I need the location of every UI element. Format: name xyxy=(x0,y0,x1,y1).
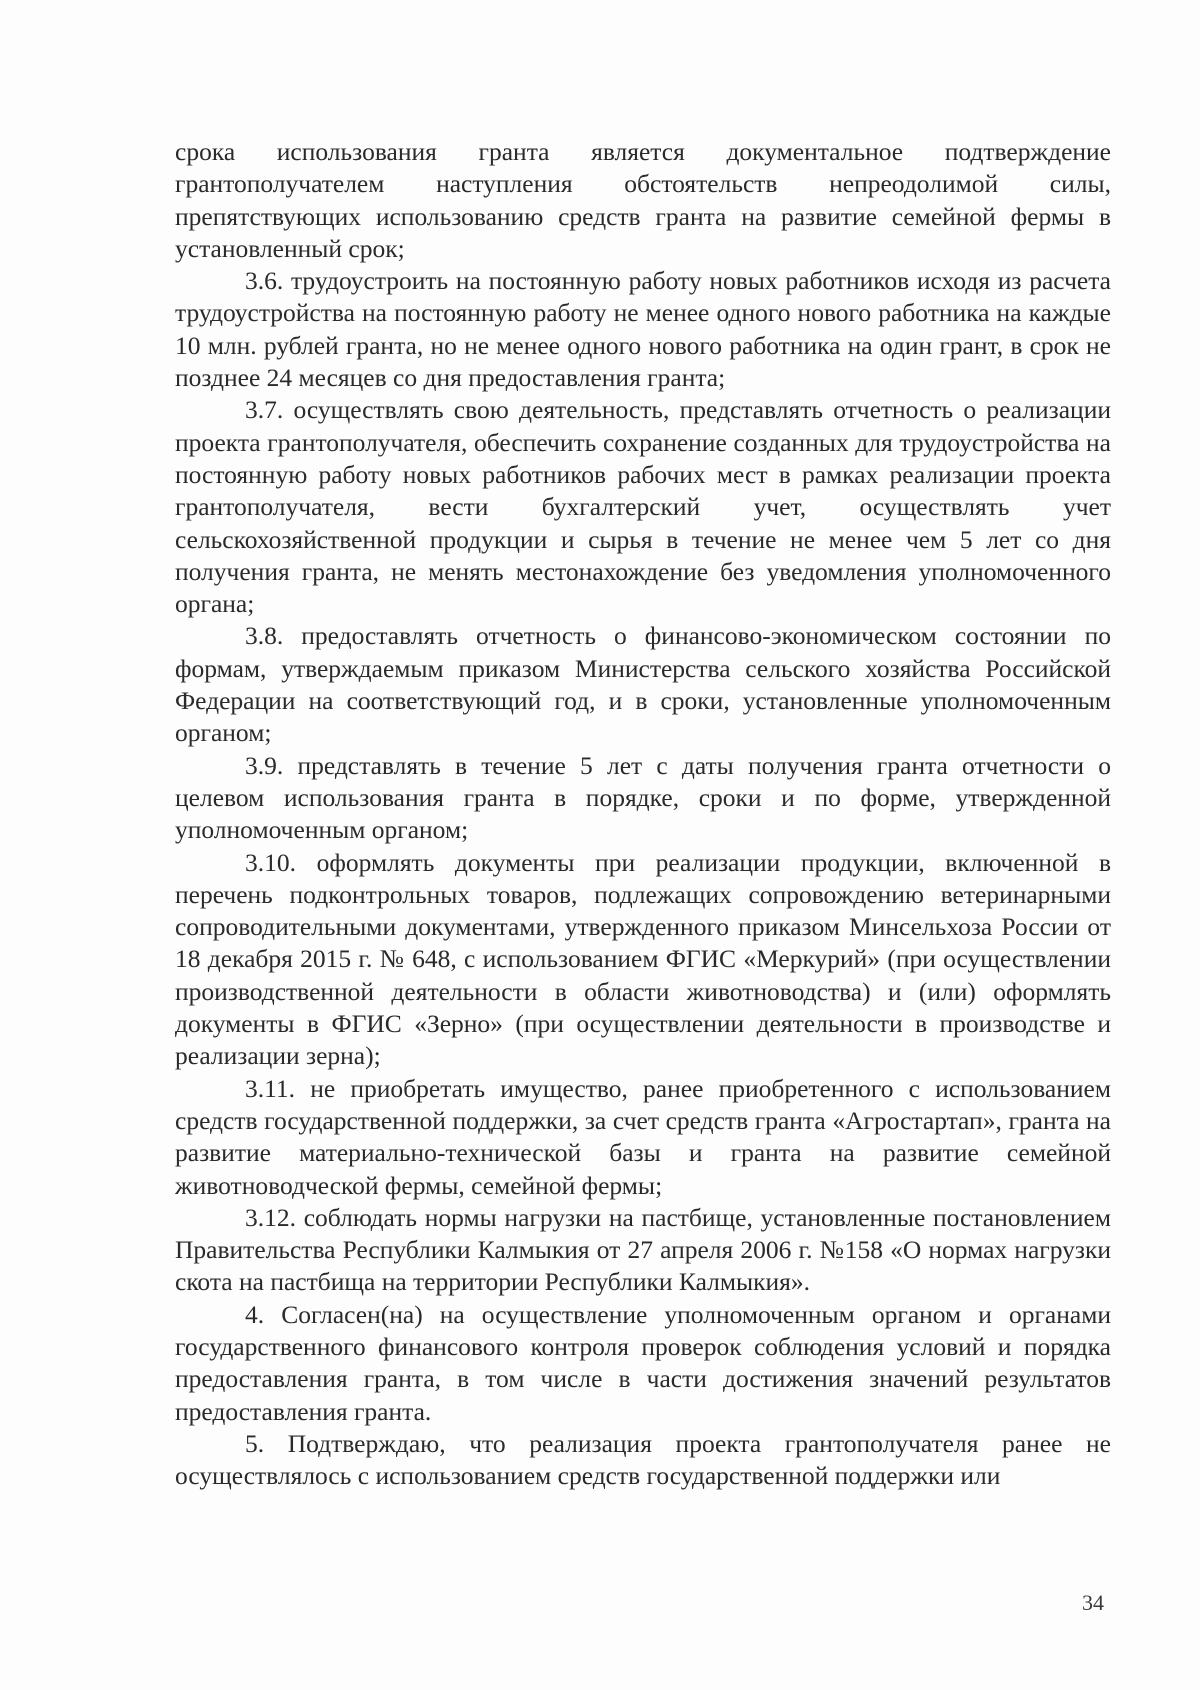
paragraph-3-6: 3.6. трудоустроить на постоянную работу новых работников исходя из расчета трудоустройства на постоянную работу не менее одного нового работника на каждые 10 млн. рублей гранта, но не менее одного нового работника на один грант, в срок не позднее 24 месяцев со дня предоставления гранта; xyxy=(175,266,1111,393)
document-body xyxy=(175,136,1111,1492)
paragraph-continuation: срока использования гранта является документальное подтверждение грантополучателем наступления обстоятельств непреодолимой силы, препятствующих использованию средств гранта на развитие семейной фермы в установленный срок; xyxy=(175,137,1111,263)
paragraph-3-9: 3.9. представлять в течение 5 лет с даты получения гранта отчетности о целевом использования гранта в порядке, сроки и по форме, утвержденной уполномоченным органом; xyxy=(175,750,1111,845)
paragraph-3-12: 3.12. соблюдать нормы нагрузки на пастбище, установленные постановлением Правительства Республики Калмыкия от 27 апреля 2006 г. №158 «О нормах нагрузки скота на пастбища на территории Республики Калмыкия». xyxy=(175,1202,1111,1297)
paragraph-3-7: 3.7. осуществлять свою деятельность, представлять отчетность о реализации проекта грантополучателя, обеспечить сохранение созданных для трудоустройства на постоянную работу новых работников рабочих мест в рамках реализации проекта грантополучателя, вести бухгалтерский учет, осуществлять учет сельскохозяйственной продукции и сырья в течение не менее чем 5 лет со дня получения гранта, не менять местонахождение без уведомления уполномоченного органа; xyxy=(175,395,1111,619)
paragraph-3-8: 3.8. предоставлять отчетность о финансово-экономическом состоянии по формам, утверждаемым приказом Министерства сельского хозяйства Российской Федерации на соответствующий год, и в сроки, установленные уполномоченным органом; xyxy=(175,621,1111,748)
paragraph-3-11: 3.11. не приобретать имущество, ранее приобретенного с использованием средств государственной поддержки, за счет средств гранта «Агростартап», гранта на развитие материально-технической базы и гранта на развитие семейной животноводческой фермы, семейной фермы; xyxy=(175,1073,1111,1200)
paragraph-3-10: 3.10. оформлять документы при реализации продукции, включенной в перечень подконтрольных товаров, подлежащих сопровождению ветеринарными сопроводительными документами, утвержденного приказом Минсельхоза России от 18 декабря 2015 г. № 648, с использованием ФГИС «Меркурий» (при осуществлении производственной деятельности в области животноводства) и (или) оформлять документы в ФГИС «Зерно» (при осуществлении деятельности в производстве и реализации зерна); xyxy=(175,847,1111,1071)
page-number: 34 xyxy=(1082,1590,1104,1615)
paragraph-4: 4. Согласен(на) на осуществление уполномоченным органом и органами государственного финансового контроля проверок соблюдения условий и порядка предоставления гранта, в том числе в части достижения значений результатов предоставления гранта. xyxy=(175,1299,1111,1426)
paragraph-5: 5. Подтверждаю, что реализация проекта грантополучателя ранее не осуществлялось с использованием средств государственной поддержки или xyxy=(175,1428,1111,1491)
